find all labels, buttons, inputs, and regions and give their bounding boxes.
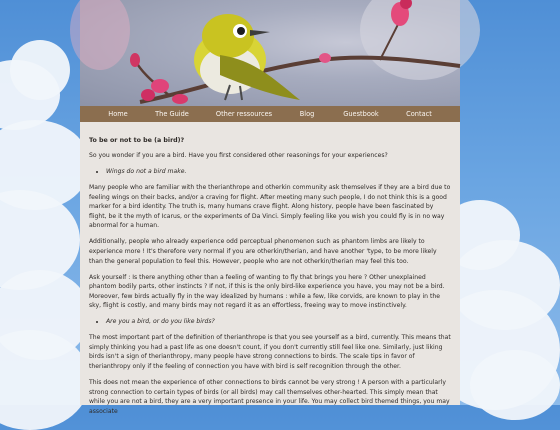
section-list-2: [89, 317, 451, 327]
page-container: [80, 0, 460, 415]
paragraph-1: Many people who are familiar with the therianthrope and otherkin community ask themselves if they are a bird due to feeling wings on their backs, and/or a craving for flight. After meeting many such people, I do not think this is a good marker for a bird identity. The truth is, many humans crave flight. Along history, people have been fascinated by flight, be it the myth of Icarus, or the experiments of Da Vinci. Simply feeling like you wish you could fly is in no way abnormal for a human.: [89, 183, 451, 230]
paragraph-4: The most important part of the definition of therianthrope is that you see yourself as a bird, currently. This means that simply thinking you had a past life as one doesn't count, if you don't currently still feel like one. Similarly, just liking birds isn't a sign of therianthropy, many people have strong connections to birds. The scale tips in favor of therianthropy only if the feeling of connection you have with bird is self recognition through the other.: [89, 334, 451, 371]
paragraph-3: Ask yourself : Is there anything other than a feeling of wanting to fly that brings you here ? Other unexplained phantom bodily parts, other instincts ? If not, if this is the only bird-like experience you have, you may not be a bird. Moreover, few birds actually fly in the way idealized by humans : while a few, like corvids, are known to play in the sky, flight is costly, and many birds may not regard it as an effortless, freeing way to move instinctively.: [89, 273, 445, 310]
section-list-1: [89, 167, 451, 177]
nav-contact[interactable]: Contact: [406, 109, 432, 118]
nav-other-ressources[interactable]: Other ressources: [215, 109, 273, 118]
paragraph-2: Additionally, people who already experience odd perceptual phenomenon such as phantom limbs are likely to experience more ! It's therefore very normal if you are otherkin/therian, and have another 'type, to be more likely than the general population to feel this. However, people who are not otherkin/therian may feel this too.: [89, 238, 437, 265]
nav-the-guide[interactable]: The Guide: [155, 109, 189, 118]
section-heading-bird-or-like: • Are you a bird, or do you like birds?: [106, 317, 451, 327]
article-title: To be or not to be (a bird)?: [89, 137, 185, 144]
bird-illustration: [80, 0, 460, 106]
nav-blog[interactable]: Blog: [299, 109, 315, 118]
article-content: [89, 136, 451, 423]
header-banner-image: [80, 0, 460, 106]
section-heading-wings: • Wings do not a bird make.: [106, 167, 451, 177]
nav-home[interactable]: Home: [108, 109, 128, 118]
main-navigation: [80, 106, 460, 122]
nav-guestbook[interactable]: Guestbook: [343, 109, 379, 118]
paragraph-5: This does not mean the experience of other connections to birds cannot be very strong ! A person with a particularly strong connection to certain types of birds (or all birds) may call themselves other-hearted. This simply mean that while you are not a bird, they are a very important presence in your life. You may collect bird themed things, you may associate: [89, 379, 450, 415]
article-intro: So you wonder if you are a bird. Have you first considered other reasonings for your experiences?: [89, 152, 388, 159]
